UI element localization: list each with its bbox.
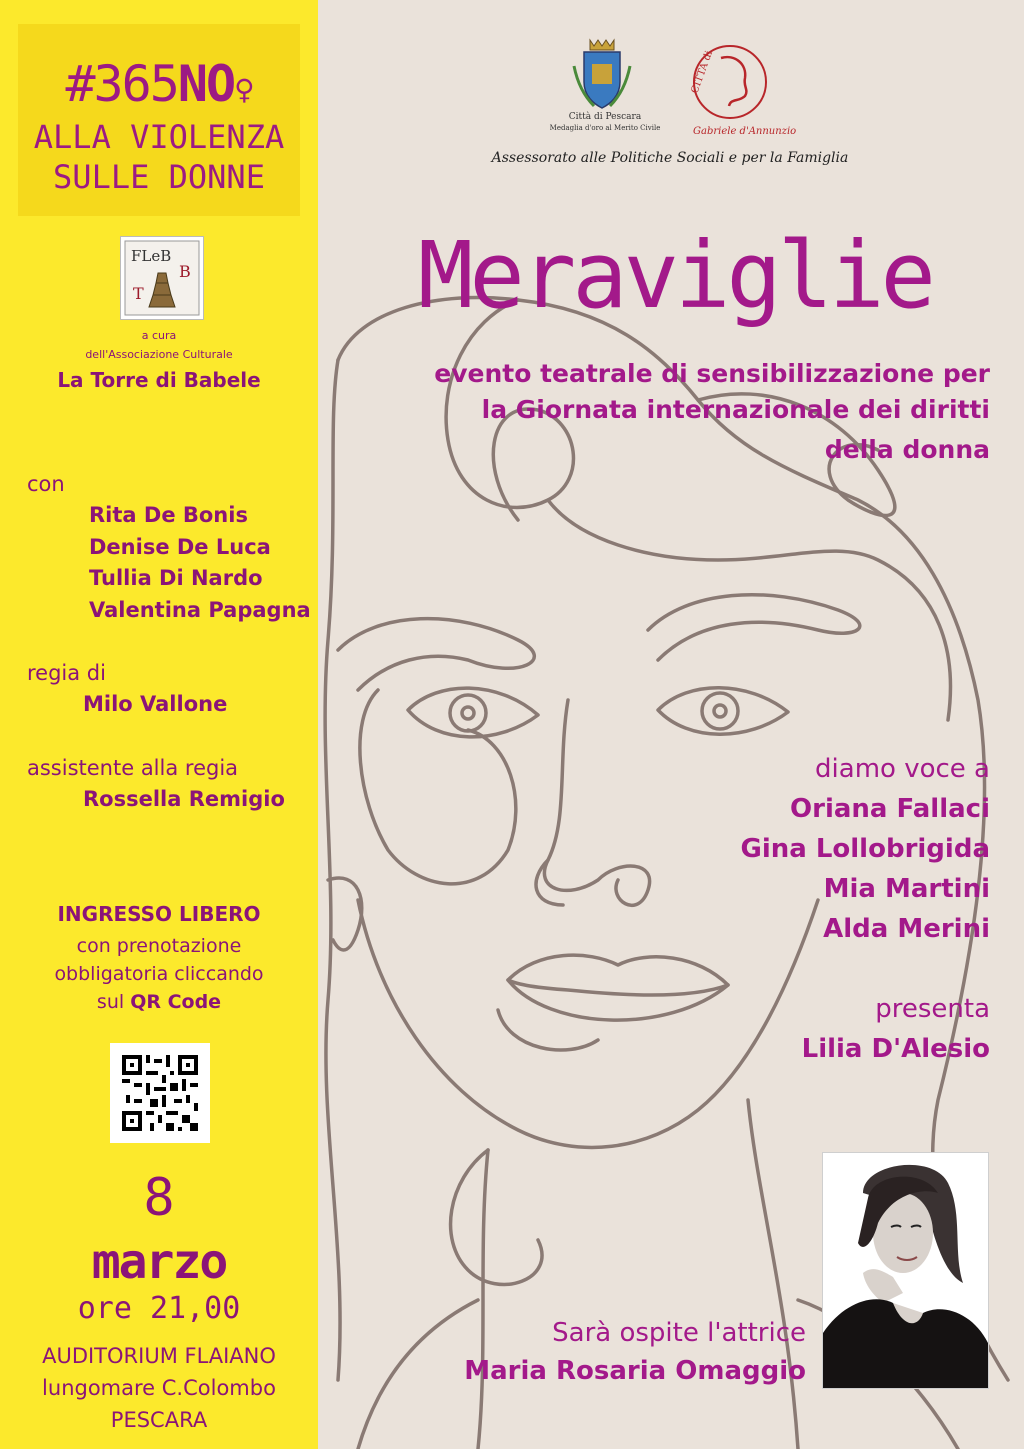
event-title: Meraviglie (418, 222, 932, 329)
qr-code-icon (110, 1043, 210, 1143)
pescara-city-name: Città di Pescara (568, 112, 642, 122)
campaign-line-2: SULLE DONNE (53, 158, 265, 196)
tower-icon (121, 237, 203, 319)
assoc-name: La Torre di Babele (57, 368, 261, 392)
svg-text:CITTÀ di: CITTÀ di (689, 49, 716, 96)
venue-street: lungomare C.Colombo (42, 1376, 276, 1400)
pescara-medal-text: Medaglia d'oro al Merito Civile (549, 124, 661, 132)
torre-di-babele-logo (120, 236, 204, 320)
cast-name-1: Rita De Bonis (89, 503, 248, 527)
voice-name-4: Alda Merini (823, 914, 990, 944)
event-day: 8 (143, 1168, 175, 1228)
voice-name-1: Oriana Fallaci (790, 794, 990, 824)
svg-text:Gabriele d'Annunzio: Gabriele d'Annunzio (693, 126, 797, 137)
campaign-line-1: ALLA VIOLENZA (33, 118, 285, 156)
guest-photo (822, 1152, 989, 1389)
department-name: Assessorato alle Politiche Sociali e per la Famiglia (491, 150, 849, 166)
assistant-label: assistente alla regia (27, 756, 239, 780)
direction-label: regia di (27, 661, 106, 685)
care-label: a cura (141, 329, 177, 342)
campaign-hashtag: #365NO♀ (65, 55, 253, 113)
voice-name-3: Mia Martini (823, 874, 990, 904)
entry-line-2: obbligatoria cliccando (54, 963, 264, 985)
guest-portrait-icon (823, 1153, 988, 1388)
dannunzio-profile-icon (675, 34, 797, 144)
campaign-banner (18, 24, 300, 216)
subtitle-line-1: evento teatrale di sensibilizzazione per (434, 359, 990, 388)
entry-line-1: con prenotazione (76, 935, 242, 957)
voice-name-2: Gina Lollobrigida (740, 834, 990, 864)
subtitle-line-3: della donna (824, 435, 990, 464)
host-name: Lilia D'Alesio (801, 1034, 990, 1064)
assistant-name: Rossella Remigio (83, 787, 285, 811)
cast-name-4: Valentina Papagna (89, 598, 311, 622)
hashtag-no: NO (177, 55, 235, 113)
dannunzio-logo (675, 34, 797, 144)
subtitle-line-2: la Giornata internazionale dei diritti (481, 395, 990, 424)
pescara-coat-of-arms (570, 36, 634, 110)
coat-of-arms-icon (570, 36, 634, 110)
guest-name: Maria Rosaria Omaggio (464, 1356, 806, 1386)
entry-line-3: sul QR Code (96, 991, 222, 1013)
female-symbol-icon: ♀ (234, 70, 253, 110)
qr-code[interactable] (110, 1043, 210, 1143)
sidebar (0, 0, 318, 1449)
cast-label: con (27, 472, 65, 496)
svg-text:B: B (179, 262, 191, 281)
event-month: marzo (91, 1234, 227, 1290)
host-label: presenta (875, 994, 990, 1024)
venue-name: AUDITORIUM FLAIANO (42, 1344, 276, 1368)
venue-city: PESCARA (110, 1408, 208, 1432)
guest-label: Sarà ospite l'attrice (552, 1318, 806, 1348)
svg-text:FLeB: FLeB (131, 247, 172, 265)
director-name: Milo Vallone (83, 692, 228, 716)
qr-code-link[interactable]: QR Code (130, 991, 222, 1013)
cast-name-2: Denise De Luca (89, 535, 271, 559)
voices-label: diamo voce a (815, 754, 990, 784)
svg-text:T: T (133, 284, 144, 303)
entry-title: INGRESSO LIBERO (57, 902, 261, 926)
event-time: ore 21,00 (77, 1291, 241, 1326)
cast-name-3: Tullia Di Nardo (89, 566, 263, 590)
assoc-label: dell'Associazione Culturale (85, 348, 233, 361)
